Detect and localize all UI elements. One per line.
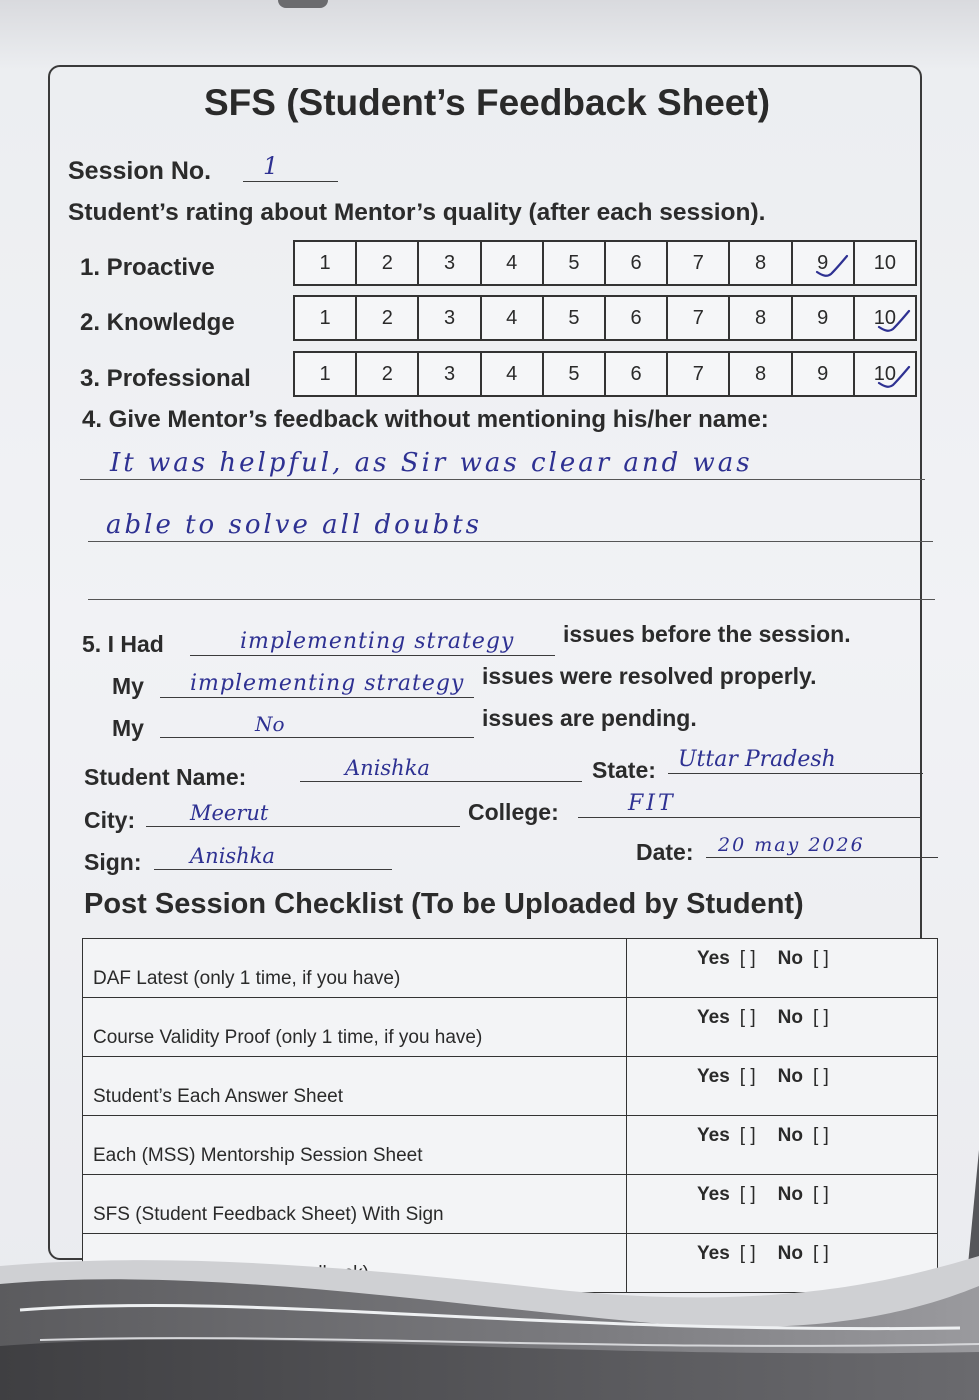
sign-value: Anishka [190,844,275,868]
checklist-row [83,998,938,1057]
yes-label: Yes [697,1184,730,1205]
rating-number: 7 [692,362,704,385]
rating-label-proactive: 1. Proactive [80,254,215,281]
issues-before-field[interactable] [190,620,555,656]
rating-label-professional: 3. Professional [80,365,251,392]
session-value: 1 [263,152,279,180]
feedback-line-3[interactable] [88,570,935,600]
tick-mark-icon [873,361,913,391]
sign-label: Sign: [84,849,142,875]
feedback-text-1: It was helpful, as Sir was clear and was [110,448,753,478]
checklist-title: Post Session Checklist (To be Uploaded by Student) [84,888,804,920]
rating-cell-7[interactable] [666,353,728,395]
tick-mark-icon [811,250,851,280]
rating-number: 7 [692,306,704,329]
yes-label: Yes [697,1243,730,1264]
issues-pending-value: No [255,712,285,736]
rating-number: 7 [692,251,704,274]
rating-cell-2[interactable] [355,353,417,395]
issues-pending-suffix: issues are pending. [482,705,697,731]
rating-cell-4[interactable] [480,297,542,339]
checklist-item: DAF Latest (only 1 time, if you have) [83,939,627,998]
issues-resolved-value: implementing strategy [190,671,465,696]
rating-cell-6[interactable] [604,353,666,395]
date-field[interactable] [706,828,938,858]
checklist-row [83,1175,938,1234]
checklist-options [627,939,938,998]
date-label: Date: [636,839,694,865]
tick-mark-icon [873,305,913,335]
sign-field[interactable] [154,838,392,870]
rating-cell-7[interactable] [666,297,728,339]
rating-cell-1[interactable] [295,353,355,395]
rating-cell-2[interactable] [355,297,417,339]
feedback-line-2[interactable] [88,512,933,542]
issues-resolved-prefix: My [112,673,144,699]
rating-cell-7[interactable] [666,242,728,284]
rating-number: 1 [319,251,331,274]
rating-heading: Student’s rating about Mentor’s quality (after each session). [68,199,766,226]
checklist-item: Course Validity Proof (only 1 time, if you have) [83,998,627,1057]
rating-cell-5[interactable] [542,297,604,339]
student-name-value: Anishka [345,756,430,780]
checklist-options [627,998,938,1057]
checklist-row [83,939,938,998]
rating-number: 3 [443,306,456,329]
issues-resolved-field[interactable] [160,662,474,698]
no-label: No [777,1243,803,1264]
feedback-label: 4. Give Mentor’s feedback without mentioning his/her name: [82,406,769,433]
rating-number: 3 [443,251,456,274]
date-value: 20 may 2026 [718,834,865,856]
issues-pending-prefix: My [112,715,144,741]
rating-number: 2 [381,306,393,329]
rating-number: 3 [443,362,456,385]
rating-cell-3[interactable] [417,242,479,284]
checklist-item: Each (MSS) Mentorship Session Sheet [83,1116,627,1175]
rating-label-knowledge: 2. Knowledge [80,309,235,336]
rating-number: 5 [568,251,580,274]
page-title: SFS (Student’s Feedback Sheet) [203,82,771,123]
rating-cell-5[interactable] [542,353,604,395]
rating-scale-professional [293,351,917,397]
yes-checkbox[interactable]: [ ] [739,1125,756,1146]
no-checkbox[interactable]: [ ] [812,1125,829,1146]
state-label: State: [592,757,656,783]
rating-cell-6[interactable] [604,242,666,284]
yes-checkbox[interactable]: [ ] [739,1007,756,1028]
city-value: Meerut [190,801,269,825]
no-checkbox[interactable]: [ ] [812,1243,829,1264]
student-name-label: Student Name: [84,764,247,790]
rating-number: 4 [506,251,518,274]
rating-cell-3[interactable] [417,297,479,339]
footer-wave-decoration [0,1248,979,1400]
rating-number: 1 [319,306,331,329]
session-field[interactable] [243,152,338,182]
rating-cell-9[interactable] [791,297,853,339]
rating-cell-6[interactable] [604,297,666,339]
rating-number: 8 [754,362,767,385]
rating-number: 9 [817,251,829,274]
checklist-row [83,1057,938,1116]
rating-cell-8[interactable] [728,242,790,284]
city-label: City: [84,807,136,833]
checklist-item: Student’s Each Answer Sheet [83,1057,627,1116]
rating-number: 8 [754,306,767,329]
rating-cell-1[interactable] [295,242,355,284]
rating-number: 5 [568,306,580,329]
yes-checkbox[interactable]: [ ] [739,1243,756,1264]
college-label: College: [468,799,559,825]
rating-number: 6 [630,251,642,274]
yes-checkbox[interactable]: [ ] [739,1066,756,1087]
rating-cell-8[interactable] [728,353,790,395]
feedback-line-1[interactable] [80,450,925,480]
rating-cell-3[interactable] [417,353,479,395]
rating-number: 10 [873,306,897,329]
rating-cell-10[interactable] [853,353,915,395]
rating-number: 9 [817,306,829,329]
college-field[interactable] [578,788,922,818]
rating-cell-10[interactable] [853,242,915,284]
rating-number: 2 [381,251,393,274]
rating-number: 4 [506,362,518,385]
college-value: FIT [628,791,676,816]
issues-before-prefix: 5. I Had [82,631,164,657]
rating-cell-4[interactable] [480,353,542,395]
rating-cell-1[interactable] [295,297,355,339]
rating-number: 8 [754,251,767,274]
no-label: No [777,948,803,969]
issues-resolved-suffix: issues were resolved properly. [482,663,817,689]
no-checkbox[interactable]: [ ] [812,1184,829,1205]
yes-label: Yes [697,1066,730,1087]
issues-pending-field[interactable] [160,704,474,738]
checklist-options [627,1057,938,1116]
rating-number: 6 [630,306,642,329]
checklist-item: SFS (Student Feedback Sheet) With Sign [83,1175,627,1234]
rating-cell-2[interactable] [355,242,417,284]
rating-number: 9 [817,362,829,385]
no-checkbox[interactable]: [ ] [812,948,829,969]
no-checkbox[interactable]: [ ] [812,1066,829,1087]
student-name-field[interactable] [300,750,582,782]
yes-checkbox[interactable]: [ ] [739,1184,756,1205]
rating-cell-10[interactable] [853,297,915,339]
no-checkbox[interactable]: [ ] [812,1007,829,1028]
no-label: No [777,1125,803,1146]
rating-number: 4 [506,306,518,329]
checklist-options [627,1175,938,1234]
no-label: No [777,1007,803,1028]
rating-cell-4[interactable] [480,242,542,284]
rating-cell-8[interactable] [728,297,790,339]
yes-checkbox[interactable]: [ ] [739,948,756,969]
rating-number: 10 [873,251,897,274]
session-label: Session No. [68,157,212,185]
rating-scale-proactive [293,240,917,286]
state-field[interactable] [668,742,923,774]
rating-cell-9[interactable] [791,353,853,395]
feedback-text-2: able to solve all doubts [106,510,483,540]
photo-edge [278,0,328,8]
checklist-row [83,1116,938,1175]
no-label: No [777,1066,803,1087]
rating-cell-5[interactable] [542,242,604,284]
yes-label: Yes [697,1007,730,1028]
rating-number: 2 [381,362,393,385]
rating-number: 1 [319,362,331,385]
issues-before-suffix: issues before the session. [563,621,851,647]
rating-scale-knowledge [293,295,917,341]
yes-label: Yes [697,948,730,969]
yes-label: Yes [697,1125,730,1146]
rating-number: 5 [568,362,580,385]
state-value: Uttar Pradesh [678,747,836,772]
rating-cell-9[interactable] [791,242,853,284]
rating-number: 6 [630,362,642,385]
checklist-options [627,1116,938,1175]
checklist-table [82,938,938,1293]
issues-before-value: implementing strategy [240,629,515,654]
no-label: No [777,1184,803,1205]
rating-number: 10 [873,362,897,385]
city-field[interactable] [146,795,460,827]
